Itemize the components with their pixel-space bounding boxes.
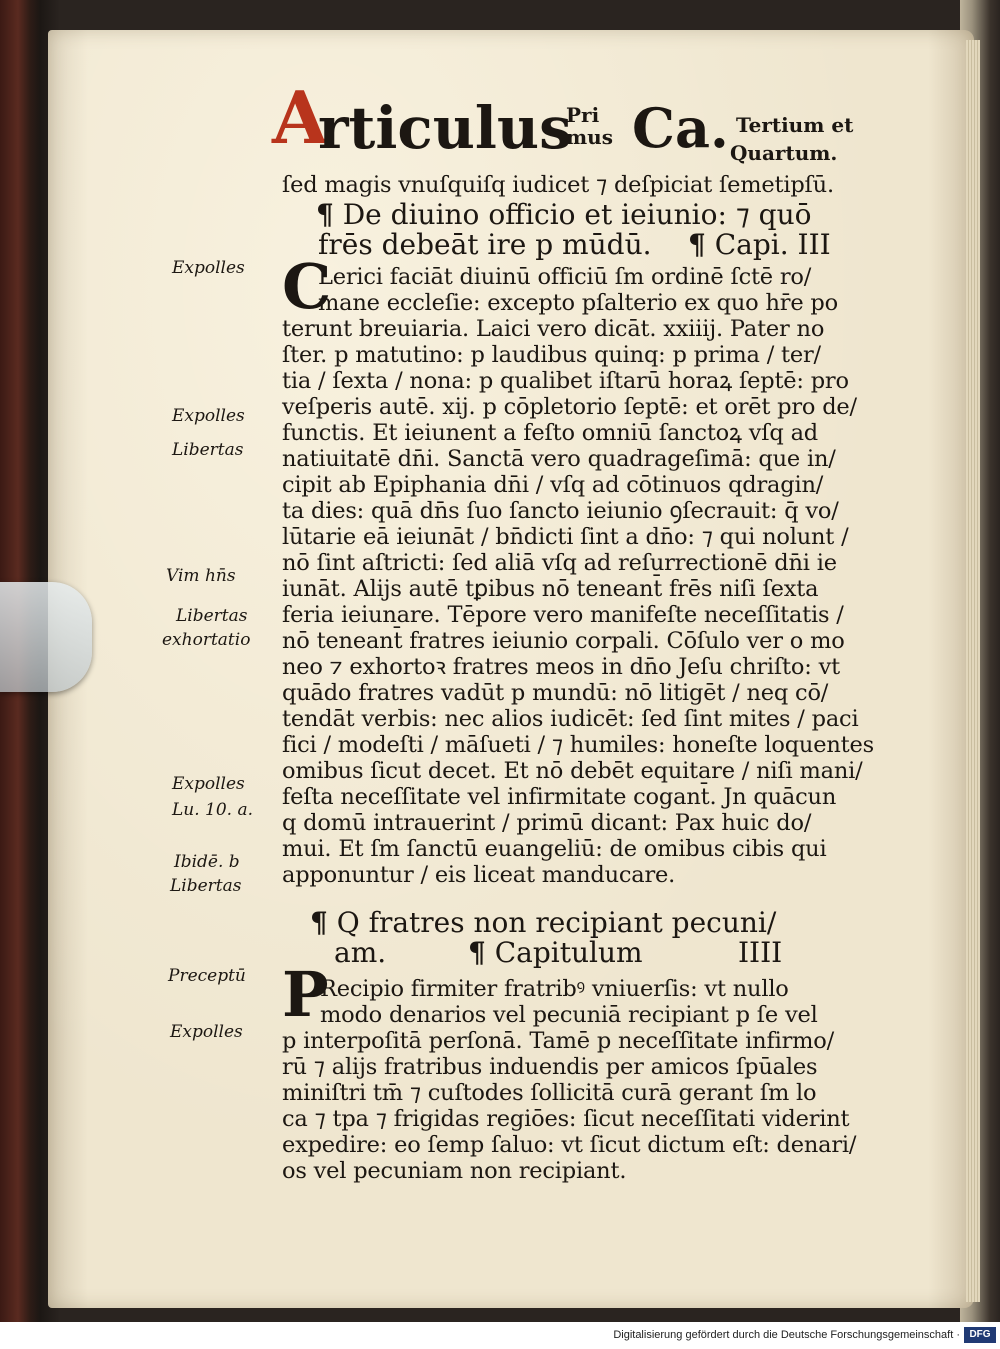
- ch3-line: Lerici faciāt diuinū officiū ſm ordinē ſctē ro/: [318, 264, 812, 290]
- ch3-line: quādo fratres vadūt p mundū: nō litigēt / neq cō/: [282, 680, 829, 706]
- ch4-line: miniſtri tm̄ ⁊ cuſtodes ſollicitā curā gerant ſm lo: [282, 1080, 817, 1106]
- ch3-line: q domū intrauerint / primū dicant: Pax huic do/: [282, 810, 812, 836]
- ch3-line: natiuitatē dn̄i. Sanctā vero quadrageſimā: que in/: [282, 446, 836, 472]
- ch3-line: mane eccleſie: excepto pſalterio ex quo hr̄e po: [318, 290, 838, 316]
- ch4-heading-1: ¶ Q fratres non recipiant pecuni/: [310, 906, 777, 939]
- ch3-line: feſta neceſſitate vel infirmitate cogant̄. Jn quācun: [282, 784, 837, 810]
- margin-note: Expolles: [172, 258, 245, 278]
- ch3-dropcap: C: [282, 250, 332, 323]
- ch3-line: veſperis autē. xij. p cōpletorio ſeptē: et orēt pro de/: [282, 394, 857, 420]
- ch3-line: terunt breuiaria. Laici vero dicāt. xxiiij. Pater no: [282, 316, 825, 342]
- ch4-line: ca ⁊ tpa ⁊ frigidas regiōes: ſicut neceſſitati viderint: [282, 1106, 850, 1132]
- ch3-line: apponuntur / eis liceat manducare.: [282, 862, 676, 888]
- ch3-line: lūtarie eā ieiunāt / bn̄dicti ſint a dn̄o: ⁊ qui nolunt /: [282, 524, 849, 550]
- title-word: rticulus: [318, 94, 572, 162]
- ch4-line: p interpoſitā perſonā. Tamē p neceſſitate infirmo/: [282, 1028, 834, 1054]
- ch3-line: feria ieiunare. Tēpore vero manifeſte neceſſitatis /: [282, 602, 844, 628]
- ch3-line: nō teneant̄ fratres ieiunio corpali. Cōſulo ver o mo: [282, 628, 845, 654]
- margin-note: Preceptū: [168, 966, 246, 986]
- ch4-line: os vel pecuniam non recipiant.: [282, 1158, 627, 1184]
- margin-note: Libertas: [170, 876, 242, 896]
- ch3-line: tendāt verbis: nec alios iudicēt: ſed ſint mites / paci: [282, 706, 859, 732]
- ch3-line: neo ⁊ exhortoꝛ fratres meos in dn̄o Jeſu chriſto: vt: [282, 654, 840, 680]
- ch3-line: cipit ab Epiphania dn̄i / vſq ad cōtinuos qdragin/: [282, 472, 824, 498]
- margin-note: exhortatio: [162, 630, 251, 650]
- ch3-line: ſter. p matutino: p laudibus quinq: p prima / ter/: [282, 342, 821, 368]
- title-right-2: Quartum.: [730, 141, 838, 165]
- ch4-chapter-label: ¶ Capitulum: [468, 936, 643, 969]
- ch4-line: rū ⁊ alijs fratribus induendis per amicos ſpūales: [282, 1054, 818, 1080]
- margin-note: Expolles: [172, 406, 245, 426]
- margin-note: Libertas: [172, 440, 244, 460]
- ch3-line: fici / modeſti / māſueti / ⁊ humiles: honeſte loquentes: [282, 732, 874, 758]
- title-primus-1: Pri: [566, 103, 600, 127]
- ch3-line: nō ſint aſtricti: ſed aliā vſq ad reſurrectionē dn̄i ie: [282, 550, 837, 576]
- margin-note: Expolles: [170, 1022, 243, 1042]
- ch3-chapter-label: ¶ Capi. III: [688, 228, 831, 261]
- ch3-heading-1: ¶ De diuino officio et ieiunio: ⁊ quō: [316, 198, 812, 231]
- margin-note: Lu. 10. a.: [172, 800, 254, 820]
- margin-note: Expolles: [172, 774, 245, 794]
- title-primus-2: mus: [566, 125, 613, 149]
- ch3-line: omibus ſicut decet. Et nō debēt equitare / niſi mani/: [282, 758, 863, 784]
- ch4-dropcap: P: [282, 958, 329, 1031]
- ch4-line: expedire: eo ſemp ſaluo: vt ſicut dictum eſt: denari/: [282, 1132, 857, 1158]
- body-line-top: ſed magis vnuſquiſq iudicet ⁊ deſpiciat ſemetipſū.: [282, 172, 834, 198]
- ch4-chapter-num: IIII: [738, 936, 783, 969]
- ch4-line: Recipio firmiter fratribꝰ vniuerſis: vt nullo: [320, 976, 789, 1002]
- footer-bar: [0, 1322, 1000, 1349]
- ch4-heading-2: am.: [334, 936, 387, 969]
- ch3-line: functis. Et ieiunent a feſto omniū ſanctoꝝ vſq ad: [282, 420, 818, 446]
- ch4-line: modo denarios vel pecuniā recipiant p ſe vel: [320, 1002, 818, 1028]
- ch3-line: mui. Et ſm ſanctū euangeliū: de omibus cibis qui: [282, 836, 827, 862]
- margin-note: Ibidē. b: [174, 852, 240, 872]
- margin-note: Vim hn̄s: [166, 566, 236, 586]
- dfg-logo: DFG: [964, 1327, 996, 1343]
- ch3-line: iunāt. Alijs autē tꝑibus nō teneant̄ frēs niſi ſexta: [282, 576, 819, 602]
- title-ca: Ca.: [632, 96, 729, 160]
- ch3-line: tia / ſexta / nona: p qualibet iſtarū horaꝝ ſeptē: pro: [282, 368, 849, 394]
- ch3-line: ta dies: quā dn̄s ſuo ſancto ieiunio ꝯſecrauit: q̄ vo/: [282, 498, 839, 524]
- ch3-heading-2: frēs debeāt ire p mūdū.: [318, 228, 652, 261]
- footer-credit: Digitalisierung gefördert durch die Deutsche Forschungsgemeinschaft ·: [613, 1329, 960, 1341]
- margin-note: Libertas: [176, 606, 248, 626]
- title-right-1: Tertium et: [736, 113, 854, 137]
- title-initial: A: [272, 75, 328, 160]
